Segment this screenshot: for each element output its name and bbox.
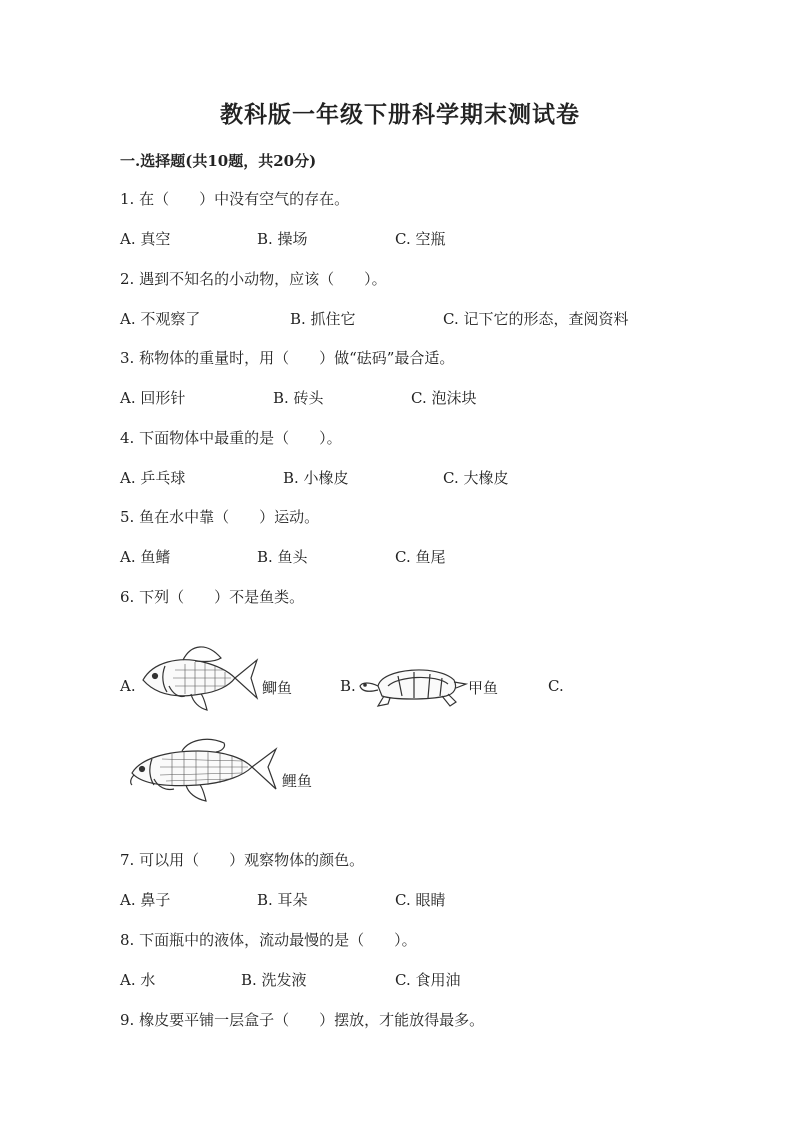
q1-option-a: A. 真空 <box>120 230 171 248</box>
q6-option-a: A. <box>120 677 136 695</box>
crucian-fish-icon <box>135 640 260 712</box>
q1-option-b: B. 操场 <box>257 230 308 248</box>
q6-option-b: B. <box>340 677 356 695</box>
question-1: 1. 在（ ）中没有空气的存在。 <box>120 190 350 208</box>
question-7: 7. 可以用（ ）观察物体的颜色。 <box>120 851 365 869</box>
q7-option-b: B. 耳朵 <box>257 891 308 909</box>
question-3: 3. 称物体的重量时，用（ ）做“砝码”最合适。 <box>120 349 455 367</box>
q2-option-b: B. 抓住它 <box>290 310 356 328</box>
question-4: 4. 下面物体中最重的是（ ）。 <box>120 429 342 447</box>
q3-option-c: C. 泡沫块 <box>411 389 477 407</box>
question-2: 2. 遇到不知名的小动物，应该（ ）。 <box>120 270 387 288</box>
q4-option-a: A. 乒乓球 <box>120 469 186 487</box>
question-5: 5. 鱼在水中靠（ ）运动。 <box>120 508 320 526</box>
crucian-caption: 鲫鱼 <box>262 679 293 697</box>
question-9: 9. 橡皮要平铺一层盒子（ ）摆放，才能放得最多。 <box>120 1011 485 1029</box>
q8-option-a: A. 水 <box>120 971 156 989</box>
q5-option-c: C. 鱼尾 <box>395 548 446 566</box>
q7-option-a: A. 鼻子 <box>120 891 171 909</box>
turtle-icon <box>358 658 468 708</box>
q2-option-c: C. 记下它的形态，查阅资料 <box>443 310 629 328</box>
q1-option-c: C. 空瓶 <box>395 230 446 248</box>
q4-option-c: C. 大橡皮 <box>443 469 509 487</box>
q6-option-c: C. <box>548 677 564 695</box>
carp-fish-icon <box>126 733 278 803</box>
q3-option-b: B. 砖头 <box>273 389 324 407</box>
q4-option-b: B. 小橡皮 <box>283 469 349 487</box>
q5-option-a: A. 鱼鳍 <box>120 548 171 566</box>
q2-option-a: A. 不观察了 <box>120 310 201 328</box>
section-heading: 一.选择题(共10题，共20分) <box>120 152 317 170</box>
carp-caption: 鲤鱼 <box>282 772 313 790</box>
q5-option-b: B. 鱼头 <box>257 548 308 566</box>
q3-option-a: A. 回形针 <box>120 389 186 407</box>
turtle-caption: 甲鱼 <box>468 679 499 697</box>
q8-option-c: C. 食用油 <box>395 971 461 989</box>
question-8: 8. 下面瓶中的液体，流动最慢的是（ ）。 <box>120 931 417 949</box>
q8-option-b: B. 洗发液 <box>241 971 307 989</box>
question-6: 6. 下列（ ）不是鱼类。 <box>120 588 305 606</box>
page-title: 教科版一年级下册科学期末测试卷 <box>220 101 580 128</box>
q7-option-c: C. 眼睛 <box>395 891 446 909</box>
